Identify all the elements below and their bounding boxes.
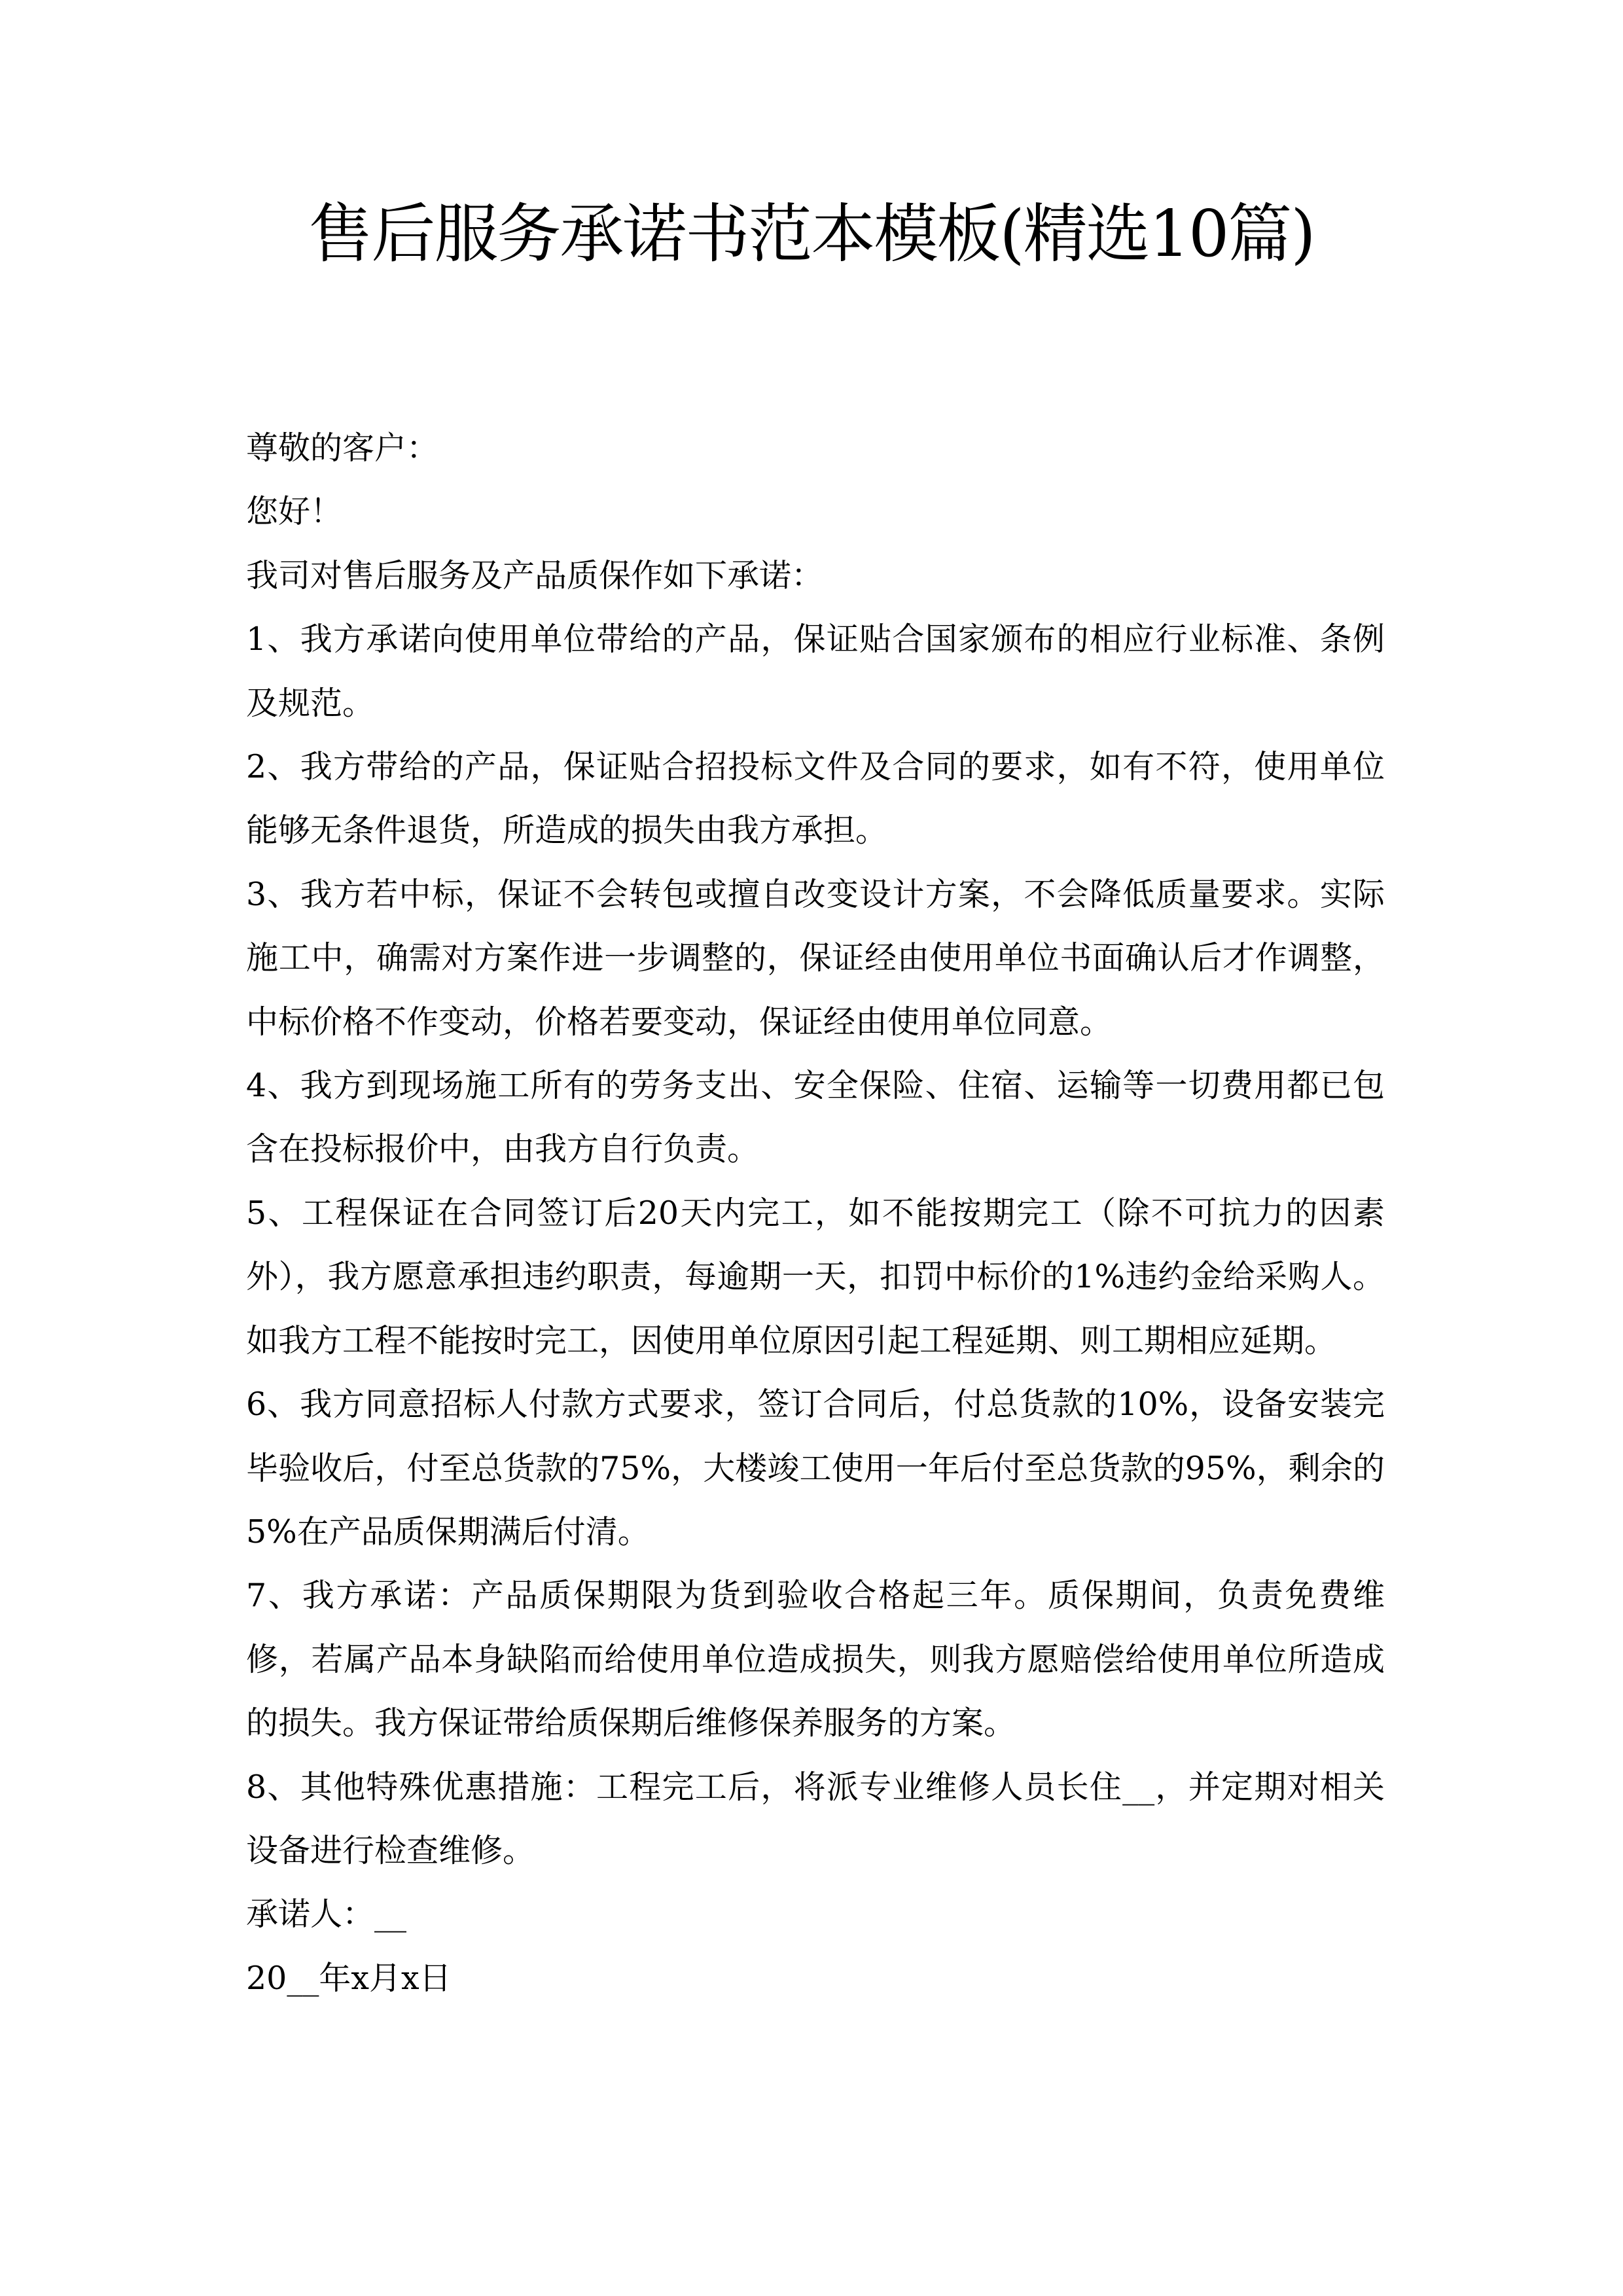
commitment-item-2: 2、我方带给的产品，保证贴合招投标文件及合同的要求，如有不符，使用单位能够无条件退货，所造成的损失由我方承担。 bbox=[246, 748, 1385, 850]
document-title: 售后服务承诺书范本模板(精选10篇) bbox=[308, 197, 1315, 272]
commitment-item-4: 4、我方到现场施工所有的劳务支出、安全保险、住宿、运输等一切费用都已包含在投标报价中，由我方自行负责。 bbox=[246, 1067, 1385, 1168]
commitment-item-5: 5、工程保证在合同签订后20天内完工，如不能按期完工（除不可抗力的因素外），我方愿意承担违约职责，每逾期一天，扣罚中标价的1%违约金给采购人。如我方工程不能按时完工，因使用单位原因引起工程延期、则工期相应延期。 bbox=[246, 1194, 1385, 1359]
commitment-item-7: 7、我方承诺：产品质保期限为货到验收合格起三年。质保期间，负责免费维修，若属产品本身缺陷而给使用单位造成损失，则我方愿赔偿给使用单位所造成的损失。我方保证带给质保期后维修保养服务的方案。 bbox=[246, 1577, 1385, 1742]
commitment-item-1: 1、我方承诺向使用单位带给的产品，保证贴合国家颁布的相应行业标准、条例及规范。 bbox=[246, 620, 1385, 722]
commitment-item-8: 8、其他特殊优惠措施：工程完工后，将派专业维修人员长住__，并定期对相关设备进行检查维修。 bbox=[246, 1768, 1385, 1869]
date-line: 20__年x月x日 bbox=[246, 1959, 452, 1997]
signer-line: 承诺人：__ bbox=[246, 1895, 407, 1933]
greeting: 您好！ bbox=[246, 493, 343, 531]
commitment-item-3: 3、我方若中标，保证不会转包或擅自改变设计方案，不会降低质量要求。实际施工中，确需对方案作进一步调整的，保证经由使用单位书面确认后才作调整，中标价格不作变动，价格若要变动，保证经由使用单位同意。 bbox=[246, 875, 1385, 1041]
salutation: 尊敬的客户： bbox=[246, 429, 439, 467]
document-body bbox=[246, 416, 1385, 2010]
intro-paragraph: 我司对售后服务及产品质保作如下承诺： bbox=[246, 556, 824, 594]
commitment-item-6: 6、我方同意招标人付款方式要求，签订合同后，付总货款的10%，设备安装完毕验收后，付至总货款的75%，大楼竣工使用一年后付至总货款的95%，剩余的5%在产品质保期满后付清。 bbox=[246, 1386, 1385, 1551]
